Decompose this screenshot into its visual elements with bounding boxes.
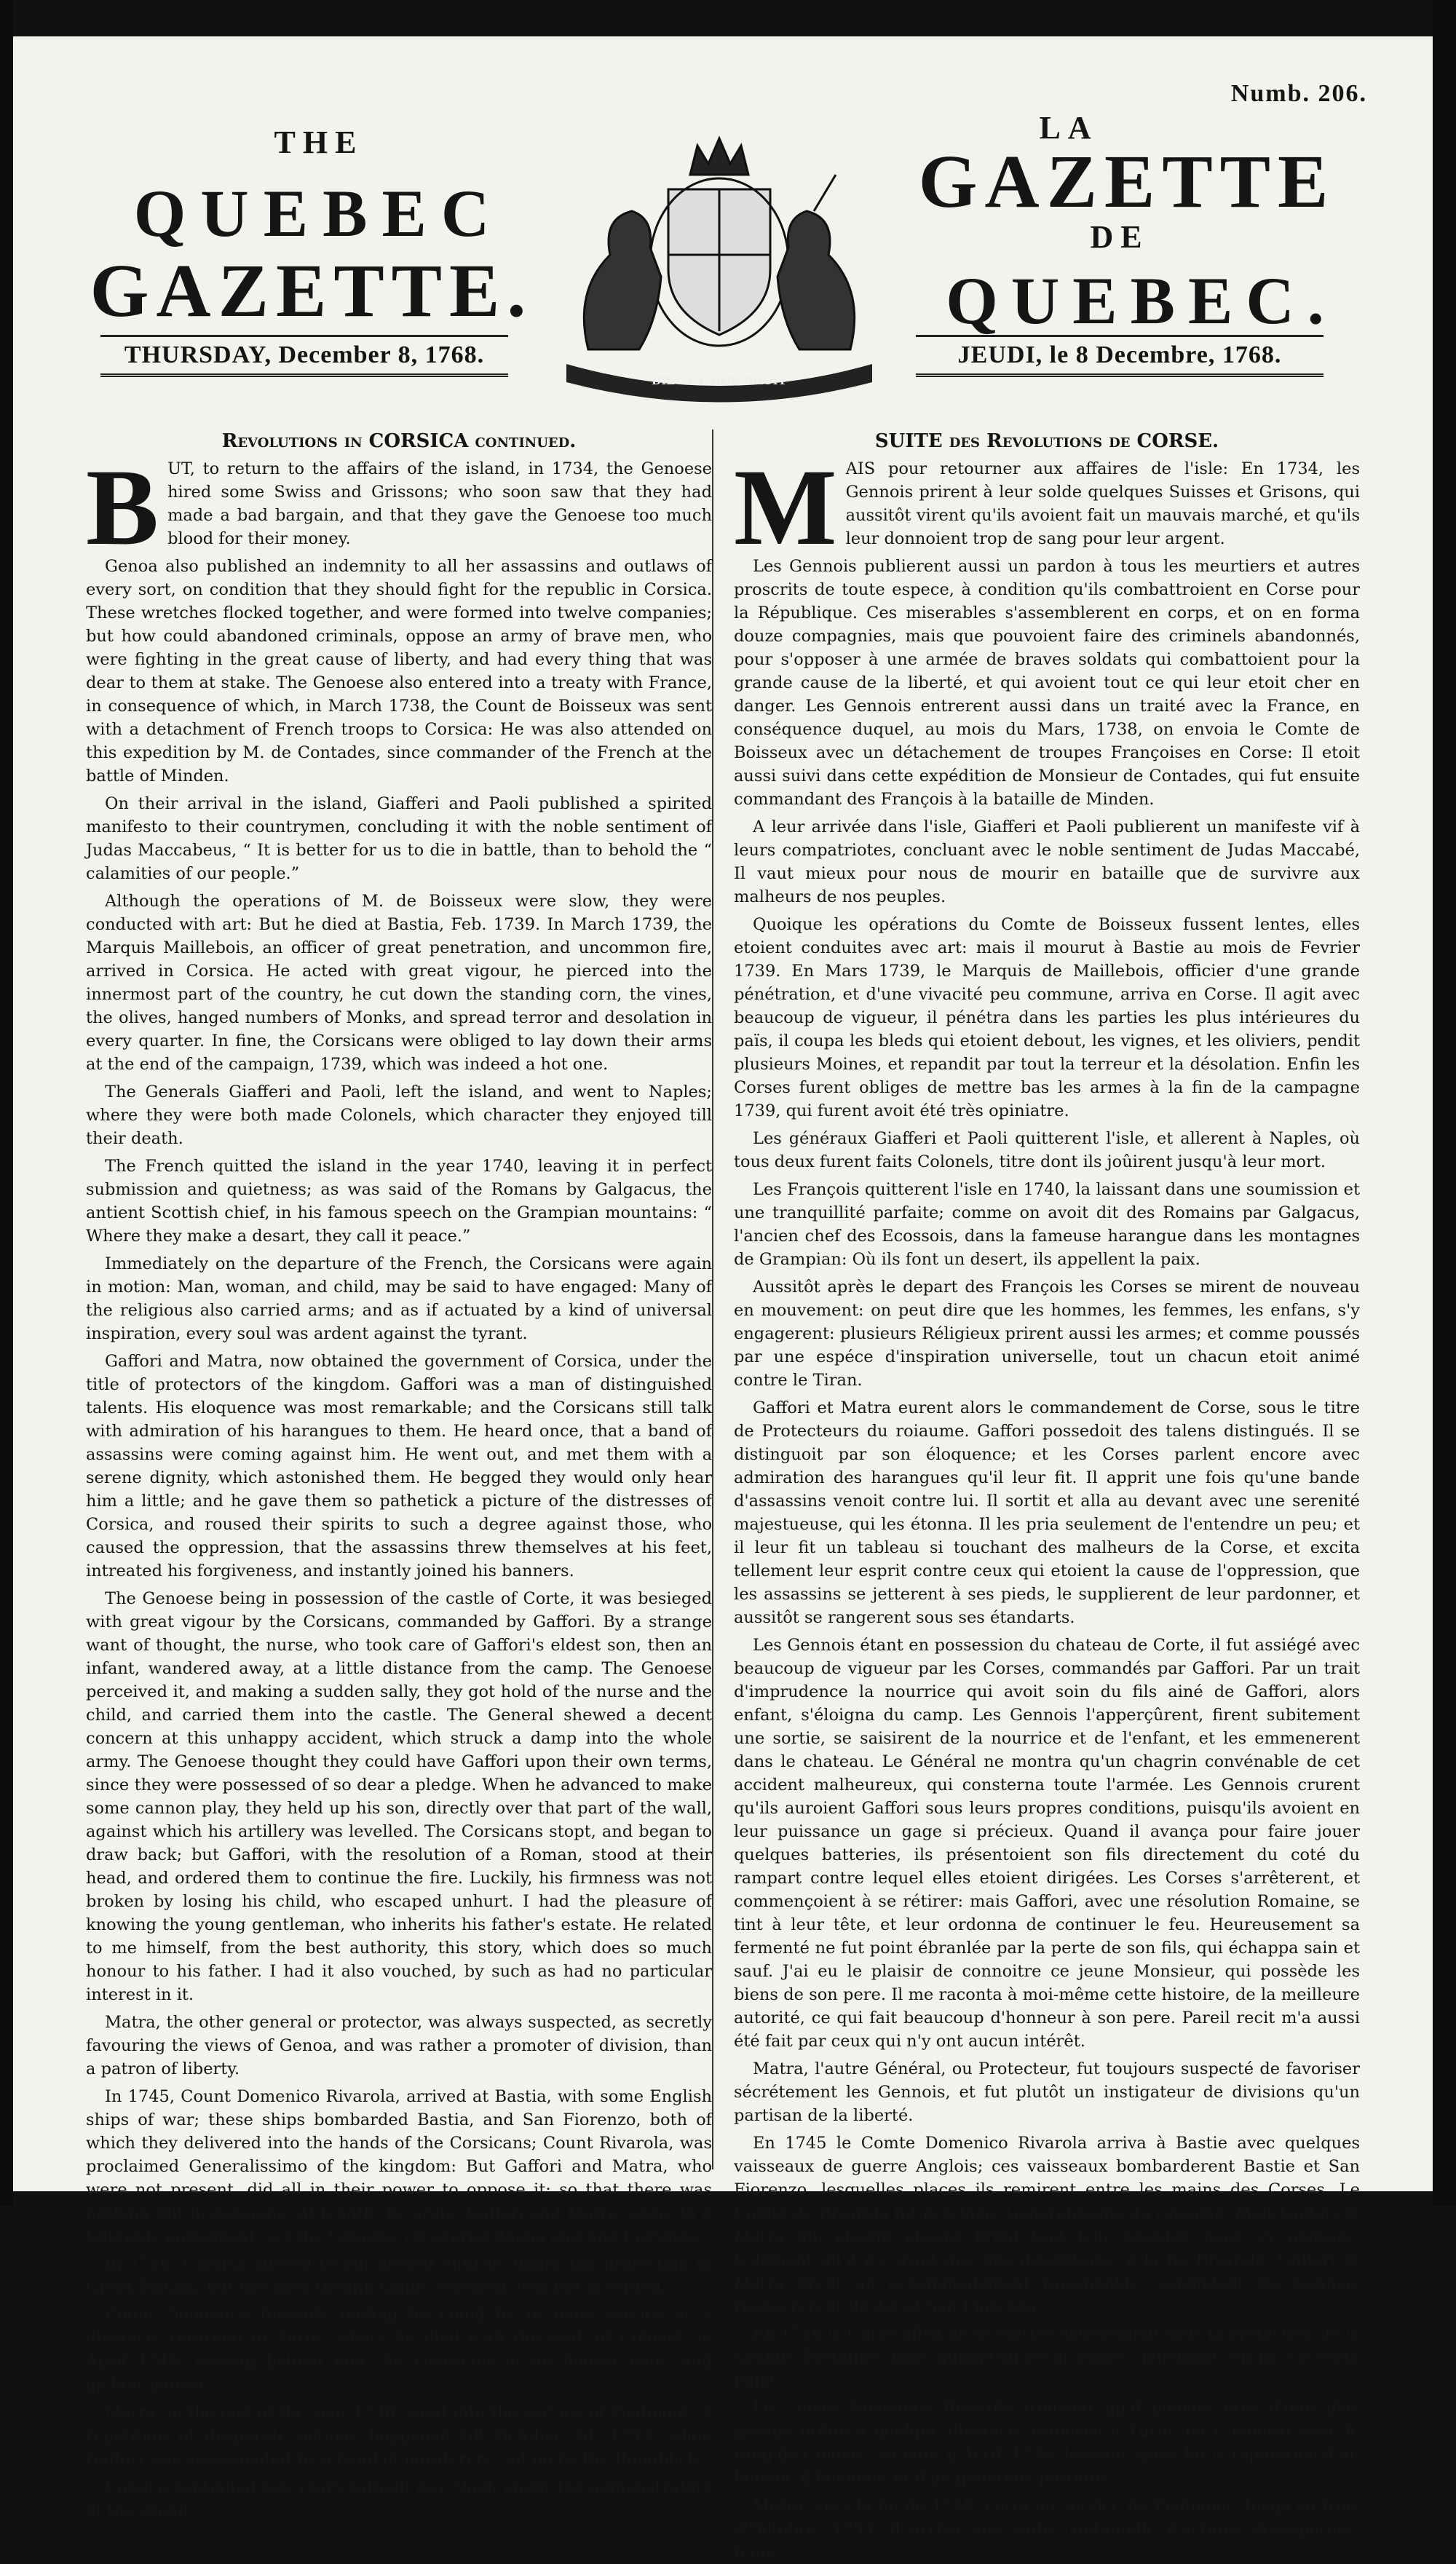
date-english: THURSDAY, December 8, 1768. — [100, 335, 508, 377]
french-paragraph: Le Comte Domenico Rivarola trouvant qu'il pouvoit être d'une plus grande utilité à quelque distance, retourna à Turin, où il mourut avec le rang de Colonel, au mois d'Avril, 1748, laissant après lui la réputation d'un homme d'honneur, et d'un généreux patriote. — [734, 2399, 1360, 2488]
english-heading: Revolutions in CORSICA continued. — [221, 430, 577, 452]
title-the: THE — [274, 124, 364, 160]
scan-left-border — [0, 0, 13, 2206]
english-paragraph: On their arrival in the island, Giafferi and Paoli published a spirited manifesto to their countrymen, concluding it with the noble sentiment of Judas Maccabeus, “ It is better for us to die in battle, than to behold the “ calamities of our people.” — [86, 794, 712, 883]
french-paragraph: Les François quitterent l'isle en 1740, la laissant dans une soumission et une tranquillité parfaite; comme on avoit dit des Romains par Galgacus, l'ancien chef des Ecossois, dans la fameuse harangue dans les montagnes de Grampian: Où ils font un desert, ils appellent la paix. — [734, 1180, 1360, 1269]
french-paragraph: Gaffori et Matra eurent alors le commandement de Corse, sous le titre de Protecteurs du roiaume. Gaffori possedoit des talens distingués. Il se distinguoit par son éloquence; et les Corses parlent encore avec admiration des harangues qu'il leur fit. Il apprit une fois qu'une bande d'assassins venoit contre lui. Il sortit et alla au devant avec une serenité majestueuse, qui les étonna. Il les pria seulement de l'entendre un peu; et il leur fit un tableau si touchant des malheurs de la Corse, et excita tellement leur esprit contre ceux qui etoient la cause de l'oppression, que les assassins se jetterent à ses pieds, le supplierent de leur pardonner, et aussitôt se rangerent sous ses étandarts. — [734, 1398, 1360, 1627]
english-paragraph: Corsica continued two years without any chief, under the administrators of the island. — [86, 2477, 712, 2520]
english-paragraph: Count Domenico Rivarola finding he could be of most service at a distance, returned to Turin, where he died with the rank of Colonel, in April 1748, leaving behind him the character of an honest man, and gallant patriot. — [86, 2306, 712, 2394]
french-column — [734, 430, 1360, 2562]
english-paragraph: Gaffori and Matra, now obtained the government of Corsica, under the title of protectors of the kingdom. Gaffori was a man of distinguished talents. His eloquence was most remarkable; and the Corsicans still talk with admiration of his harangues to them. He heard once, that a band of assassins were coming against him. He went out, and met them with a serene dignity, which astonished them. He begged they would only hear him a little; and he gave them so pathetick a picture of the distresses of Corsica, and roused their spirits to such a degree against those, who caused the oppression, that the assassins threw themselves at his feet, intreated his forgiveness, and instantly joined his banners. — [86, 1352, 712, 1580]
french-paragraph: En 1746 la Corse offrit de se mettre entièrement sous la protection de la Grande Brétagne, mais quoiqu'on reçût l'offre civilement, on ne l'accepta point. — [734, 2324, 1360, 2390]
title-quebec-fr: QUEBEC. — [946, 264, 1337, 338]
english-paragraph: The Genoese being in possession of the castle of Corte, it was besieged with great vigour by the Corsicans, commanded by Gaffori. By a strange want of thought, the nurse, who took care of Gaffori's eldest son, then an infant, wandered away, at a little distance from the camp. The Genoese perceived it, and making a sudden sally, they got hold of the nurse and the child, and carried them into the castle. The General shewed a decent concern at this unhappy accident, which struck a damp into the whole army. The Genoese thought they could have Gaffori upon their own terms, since they were possessed of so dear a pledge. When he advanced to make some cannon play, they held up his son, directly over that part of the wall, against which his artillery was levelled. The Corsicans stopt, and began to draw back; but Gaffori, with the resolution of a Roman, stood at their head, and ordered them to continue the fire. Luckily, his firmness was not broken by losing his child, who escaped unhurt. I had the pleasure of knowing the young gentleman, who inherits his father's estate. He related to me himself, from the best authority, this story, which does so much honour to his father. I had it also vouched, by such as had no particular interest in it. — [86, 1589, 712, 2004]
english-paragraph: Matra, in the end of the year 1748, went into the service of Piedmont. A repetition of desperate actions happened till October 3d, 1753, when Gaffori was assassinated by a band of murderers, set on by the Republick. — [86, 2403, 712, 2469]
english-paragraph: Genoa also published an indemnity to all her assassins and outlaws of every sort, on condition that they should fight for the republic in Corsica. These wretches flocked together, and were formed into twelve companies; but how could abandoned criminals, oppose an army of brave men, who were fighting in the great cause of liberty, and had every thing that was dear to them at stake. The Genoese also entered into a treaty with France, in consequence of which, in March 1738, the Count de Boisseux was sent with a detachment of French troops to Corsica: He was also attended on this expedition by M. de Contades, since commander of the French at the battle of Minden. — [86, 557, 712, 786]
french-paragraph: A leur arrivée dans l'isle, Giafferi et Paoli publierent un manifeste vif à leurs compatriotes, concluant avec le noble sentiment de Judas Maccabé, Il vaut mieux pour nous de mourir en bataille que de survivre aux malheurs de nos peuples. — [734, 818, 1360, 906]
newspaper-page — [13, 36, 1433, 2562]
title-la: LA — [1039, 110, 1099, 146]
french-paragraph: Les généraux Giafferi et Paoli quitterent l'isle, et allerent à Naples, où tous deux furent faits Colonels, titre dont ils joûirent jusqu'à leur mort. — [734, 1129, 1360, 1171]
english-paragraph: Immediately on the departure of the French, the Corsicans were again in motion: Man, woman, and child, may be said to have engaged: Many of the religious also carried arms; and as if actuated by a kind of universal inspiration, every soul was ardent against the tyrant. — [86, 1254, 712, 1343]
french-paragraph: Matra, vers la fin de 1748, entra au service de Piedmont. Jusqu'au trois d'Octobre, 1753, il arriva une suite continuelle d'actions desespérées, tems — [734, 2496, 1360, 2562]
title-de: DE — [1090, 219, 1150, 255]
scan-right-border — [1433, 0, 1456, 2206]
royal-coat-of-arms — [523, 131, 916, 408]
french-heading: SUITE des Revolutions de CORSE. — [874, 430, 1219, 452]
french-paragraph: Matra, l'autre Général, ou Protecteur, fut toujours suspecté de favoriser sécrétement les Gennois, et fut plutôt un instigateur de divisions qu'un partisan de la liberté. — [734, 2059, 1360, 2125]
english-paragraph: The Generals Giafferi and Paoli, left the island, and went to Naples; where they were both made Colonels, which character they enjoyed till their death. — [86, 1083, 712, 1148]
english-paragraph: Although the operations of M. de Boisseux were slow, they were conducted with art: But he died at Bastia, Feb. 1739. In March 1739, the Marquis Maillebois, an officer of great penetration, and uncommon fire, arrived in Corsica. He acted with great vigour, he pierced into the innermost part of the country, he cut down the standing corn, the vines, the olives, hanged numbers of Monks, and spread terror and desolation in every quarter. In fine, the Corsicans were obliged to lay down their arms at the end of the campaign, 1739, which was indeed a hot one. — [86, 892, 712, 1074]
english-paragraph: In 1746, Corsica offered to put herself entirely under the protection of Great-Britain; but the offer though kindly received, was not accepted. — [86, 2255, 712, 2297]
issue-number: Numb. 206. — [1230, 80, 1367, 107]
english-drop-cap: B — [86, 447, 159, 568]
french-paragraph: AIS pour retourner aux affaires de l'isle: En 1734, les Gennois prirent à leur solde quelques Suisses et Grisons, qui aussitôt virent qu'ils avoient fait un mauvais marché, et qu'ils leur donnoient trop de sang pour leur argent. — [845, 459, 1360, 548]
english-paragraph: In 1745, Count Domenico Rivarola, arrived at Bastia, with some English ships of war; these ships bombarded Bastia, and San Fiorenzo, both of which they delivered into the hands of the Corsicans; Count Rivarola, was proclaimed Generalissimo of the kingdom: But Gaffori and Matra, who were not present, did all in their power to oppose it; so that there was nothing but dissensions: At length, Rivarola, Gaffori and Matra, came to a tolerable agreement, yet the Genoese recovered Bastia and San Fiorenzo. — [86, 2087, 712, 2246]
english-paragraph: The French quitted the island in the year 1740, leaving it in perfect submission and quietness; as was said of the Romans by Galgacus, the antient Scottish chief, in his famous speech on the Grampian mountains: “ Where they make a desart, they call it peace.” — [86, 1157, 712, 1246]
english-paragraph: UT, to return to the affairs of the island, in 1734, the Genoese hired some Swiss and Grissons; who soon saw that they had made a bad bargain, and that they gave the Genoese too much blood for their money. — [167, 459, 712, 548]
english-paragraph: Matra, the other general or protector, was always suspected, as secretly favouring the views of Genoa, and was rather a promoter of division, than a patron of liberty. — [86, 2013, 712, 2078]
english-column — [86, 430, 712, 2520]
french-paragraph: Les Gennois étant en possession du chateau de Corte, il fut assiégé avec beaucoup de vigueur par les Corses, commandés par Gaffori. Par un trait d'imprudence la nourrice qui avoit soin du fils ainé de Gaffori, alors enfant, s'éloigna du camp. Les Gennois l'apperçûrent, firent subitement une sortie, se saisirent de la nourrice et de l'enfant, et les emmenerent dans le chateau. Le Général ne montra qu'un chagrin convénable de cet accident malheureux, qui consterna toute l'armée. Les Gennois crurent qu'ils auroient Gaffori sous leurs propres conditions, puisqu'ils avoient en leur puissance un gage si précieux. Quand il avança pour faire jouer quelques batteries, ils présentoient son fils directement du coté du rampart contre lequel elles etoient dirigées. Les Corses s'arrêterent, et commençoient à se rétirer: mais Gaffori, avec une résolution Romaine, se tint à leur tête, et leur ordonna de continuer le feu. Heureusement sa fermenté ne fut point ébranlée par la perte de son fils, qui échappa sain et sauf. J'ai eu le plaisir de connoitre ce jeune Monsieur, qui possède les biens de son pere. Il me raconta à moi-même cette histoire, de la meilleure autorité, ce qui fait beaucoup d'honneur à son pere. Pareil recit m'a aussi été fait par ceux qui n'y ont aucun intérêt. — [734, 1636, 1360, 2051]
french-drop-cap: M — [734, 447, 837, 568]
french-paragraph: En 1745 le Comte Domenico Rivarola arriva à Bastie avec quelques vaisseaux de guerre Anglois; ces vaisseaux bombarderent Bastie et San Fiorenzo, lesquelles places ils remirent entre les mains des Corses. Le Comte de Rivarola fut proclamé Généralissime du roiaume. Mais Gaffori et Matra qui etoient absens firent tout leur possible pour s'y opposer; tellement qu'il n'y avoit que des dissentions: à la fin Rivarola, Gaffori et Matra firent un accommodement raisonnable, cependant les Gennois recouvrerent Bastie et San Fiorenzo. — [734, 2134, 1360, 2316]
motto-text: DIEU ET MON DROIT — [652, 373, 787, 387]
title-quebec-en: QUEBEC — [133, 176, 505, 250]
title-gazette-fr: GAZETTE — [918, 140, 1336, 223]
french-paragraph: Quoique les opérations du Comte de Boisseux fussent lentes, elles etoient conduites avec art: mais il mourut à Bastie au mois de Fevrier 1739. En Mars 1739, le Marquis de Maillebois, officier d'une grande pénétration, et d'une vivacité peu commune, arriva en Corse. Il agit avec beaucoup de vigueur, il pénétra dans les parties les plus intérieures du païs, il coupa les bleds qui etoient debout, les vignes, et les oliviers, pendit plusieurs Moines, et repandit par tout la terreur et la désolation. Enfin les Corses furent obliges de mettre bas les armes à la fin de la campagne 1739, qui furent avoit été très opiniatre. — [734, 915, 1360, 1120]
column-divider — [712, 430, 713, 2169]
french-paragraph: Les Gennois publierent aussi un pardon à tous les meurtiers et autres proscrits de toute espece, à condition qu'ils combattroient en Corse pour la République. Ces miserables s'assemblerent en corps, et on en forma douze compagnies, mais que pouvoient faire des criminels abandonnés, pour s'opposer à une armée de braves soldats qui combattoient pour la grande cause de la liberté, et qui avoient tout ce qui leur etoit cher en danger. Les Gennois entrerent aussi dans un traité avec la France, en conséquence duquel, au mois du Mars, 1738, on envoia le Comte de Boisseux avec un détachement de troupes Françoises en Corse: Il etoit aussi suivi dans cette expédition de Monsieur de Contades, qui fut ensuite commandant des François à la bataille de Minden. — [734, 557, 1360, 809]
title-gazette-en: GAZETTE. — [90, 249, 534, 333]
french-paragraph: Aussitôt après le depart des François les Corses se mirent de nouveau en mouvement: on peut dire que les hommes, les femmes, les enfans, s'y engagerent: plusieurs Réligieux prirent aussi les armes; et comme poussés par une espéce d'inspiration universelle, tout un chacun etoit animé contre le Tiran. — [734, 1278, 1360, 1390]
date-french: JEUDI, le 8 Decembre, 1768. — [916, 335, 1324, 377]
